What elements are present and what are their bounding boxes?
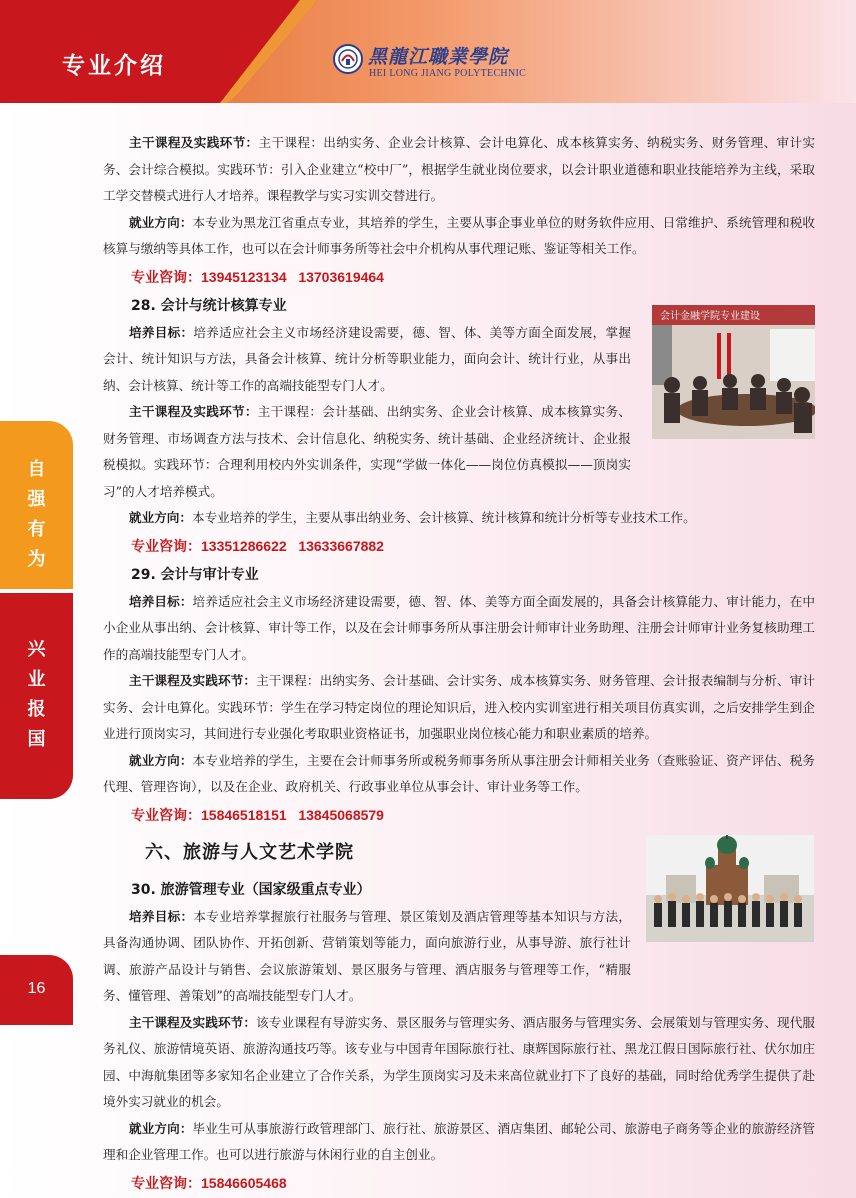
- paragraph-label: 就业方向：: [129, 752, 193, 768]
- paragraph-label: 主干课程及实践环节：: [129, 404, 258, 419]
- paragraph: [103, 130, 815, 210]
- contact-line: [131, 801, 815, 830]
- paragraph-label: 培养目标：: [129, 908, 194, 924]
- major-title: 28. 会计与统计核算专业: [131, 297, 287, 314]
- main-content: [103, 130, 815, 1198]
- paragraph: [103, 589, 815, 669]
- paragraph-text: 培养适应社会主义市场经济建设需要，德、智、体、美等方面全面发展，掌握会计、统计知识与方法，具备会计核算、统计分析等职业能力，面向会计、统计行业，从事出纳、会计核算、统计等工作的高端技能型专门人才。: [103, 324, 632, 393]
- school-name-en: HEI LONG JIANG POLYTECHNIC: [369, 68, 527, 79]
- paragraph: [103, 1010, 815, 1116]
- section-title: 专业介绍: [62, 53, 166, 79]
- paragraph: [103, 904, 631, 1010]
- motto-text-2: [0, 635, 73, 755]
- paragraph-text: 该专业课程有导游实务、景区服务与管理实务、酒店服务与管理实务、会展策划与管理实务、现代服务礼仪、旅游情境英语、旅游沟通技巧等。该专业与中国青年国际旅行社、康辉国际旅行社、黑龙江假日国际旅行社、伏尔加庄园、中海航集团等多家知名企业建立了合作关系，为学生顶岗实习及未来高位就业打下了良好的基础，同时给优秀学生提供了赴境外实习就业的机会。: [103, 1014, 816, 1109]
- contact-phones: 13351286622 13633667882: [201, 537, 384, 554]
- paragraph-label: 培养目标：: [129, 593, 193, 609]
- contact-line: [131, 1169, 815, 1198]
- paragraph: [103, 748, 815, 801]
- contact-label: 专业咨询：: [131, 807, 201, 824]
- school-logo-icon: [333, 44, 363, 74]
- contact-line: [131, 532, 815, 561]
- contact-phones: 15846605468: [201, 1174, 287, 1191]
- paragraph: [103, 210, 815, 263]
- paragraph-text: 本专业培养的学生，主要从事出纳业务、会计核算、统计核算和统计分析等专业技术工作。: [191, 510, 696, 525]
- paragraph-text: 本专业为黑龙江省重点专业，其培养的学生，主要从事企事业单位的财务软件应用、日常维护、系统管理和税收核算与缴纳等具体工作，也可以在会计师事务所等社会中介机构从事代理记账、鉴证等相关工作。: [103, 214, 816, 256]
- paragraph-label: 主干课程及实践环节：: [129, 135, 259, 150]
- motto-char: 报: [27, 699, 46, 720]
- paragraph: [103, 320, 631, 400]
- paragraph-text: 毕业生可从事旅游行政管理部门、旅行社、旅游景区、酒店集团、邮轮公司、旅游电子商务等企业的旅游经济管理和企业管理工作。也可以进行旅游与休闲行业的自主创业。: [103, 1120, 816, 1162]
- paragraph-label: 主干课程及实践环节：: [129, 673, 257, 688]
- motto-char: 国: [27, 729, 46, 750]
- major-text-block: [103, 904, 631, 1010]
- paragraph-text: 主干课程：出纳实务、会计基础、会计实务、成本核算实务、财务管理、会计报表编制与分析、审计实务、会计电算化。实践环节：学生在学习特定岗位的理论知识后，进入校内实训室进行相关项目仿真实训，之后安排学生到企业进行顶岗实习，其间进行专业强化考取职业资格证书，加强职业岗位核心能力和职业素质的培养。: [103, 673, 816, 741]
- page-number: 16: [27, 980, 46, 997]
- paragraph: [103, 505, 815, 532]
- contact-phones: 15846518151 13845068579: [201, 806, 384, 823]
- major-text-block: [103, 320, 631, 506]
- motto-char: 业: [27, 669, 46, 690]
- major-title: 30. 旅游管理专业（国家级重点专业）: [131, 881, 371, 898]
- paragraph-text: 培养适应社会主义市场经济建设需要，德、智、体、美等方面全面发展的，具备会计核算能力、审计能力，在中小企业从事出纳、会计核算、审计等工作，以及在会计师事务所从事注册会计师审计业务助理、注册会计师审计业务复核助理工作的高端技能型专门人才。: [103, 593, 816, 662]
- paragraph-label: 就业方向：: [129, 510, 192, 525]
- paragraph-text: 主干课程：会计基础、出纳实务、企业会计核算、成本核算实务、财务管理、市场调查方法与技术、会计信息化、纳税实务、统计基础、企业经济统计、企业报税模拟。实践环节：合理利用校内外实训条件，实现“学做一体化——岗位仿真模拟——顶岗实习”的人才培养模式。: [103, 404, 632, 499]
- paragraph-label: 主干课程及实践环节：: [129, 1014, 257, 1030]
- major-title: 29. 会计与审计专业: [131, 566, 259, 583]
- college-heading: 六、旅游与人文艺术学院: [145, 841, 354, 863]
- motto-char: 自: [27, 459, 46, 480]
- contact-label: 专业咨询：: [131, 538, 201, 555]
- paragraph: [103, 399, 631, 505]
- motto-char: 兴: [27, 639, 46, 660]
- motto-char: 强: [27, 489, 46, 510]
- paragraph: [103, 1116, 815, 1169]
- contact-label: 专业咨询：: [131, 1175, 201, 1192]
- motto-char: 有: [27, 519, 46, 540]
- paragraph: [103, 668, 815, 748]
- motto-text-1: [0, 455, 73, 575]
- page-header: [0, 0, 856, 103]
- paragraph-text: 本专业培养的学生，主要在会计师事务所或税务师事务所从事注册会计师相关业务（查账验证、资产评估、税务代理、管理咨询），以及在企业、政府机关、行政事业单位从事会计、审计业务等工作。: [103, 752, 816, 794]
- paragraph-text: 主干课程：出纳实务、企业会计核算、会计电算化、成本核算实务、纳税实务、财务管理、审计实务、会计综合模拟。实践环节：引入企业建立“校中厂”，根据学生就业岗位要求，以会计职业道德和职业技能培养为主线，采取工学交替模式进行人才培养。课程教学与实习实训交替进行。: [103, 135, 816, 203]
- contact-phones: 13945123134 13703619464: [201, 268, 384, 285]
- motto-char: 为: [27, 549, 46, 570]
- paragraph-label: 就业方向：: [129, 1120, 193, 1136]
- paragraph-label: 就业方向：: [129, 214, 193, 230]
- contact-label: 专业咨询：: [131, 269, 201, 286]
- paragraph-text: 本专业培养掌握旅行社服务与管理、景区策划及酒店管理等基本知识与方法，具备沟通协调、团队协作、开拓创新、营销策划等能力，面向旅游行业，从事导游、旅行社计调、旅游产品设计与销售、会议旅游策划、景区服务与管理、酒店服务与管理等工作，“精服务、懂管理、善策划”的高端技能型专门人才。: [103, 908, 632, 1003]
- school-name-cn: 黑龍江職業學院: [368, 46, 509, 68]
- contact-line: [131, 263, 815, 292]
- paragraph-label: 培养目标：: [129, 324, 194, 340]
- photo-banner-text: 会计金融学院专业建设: [660, 311, 760, 322]
